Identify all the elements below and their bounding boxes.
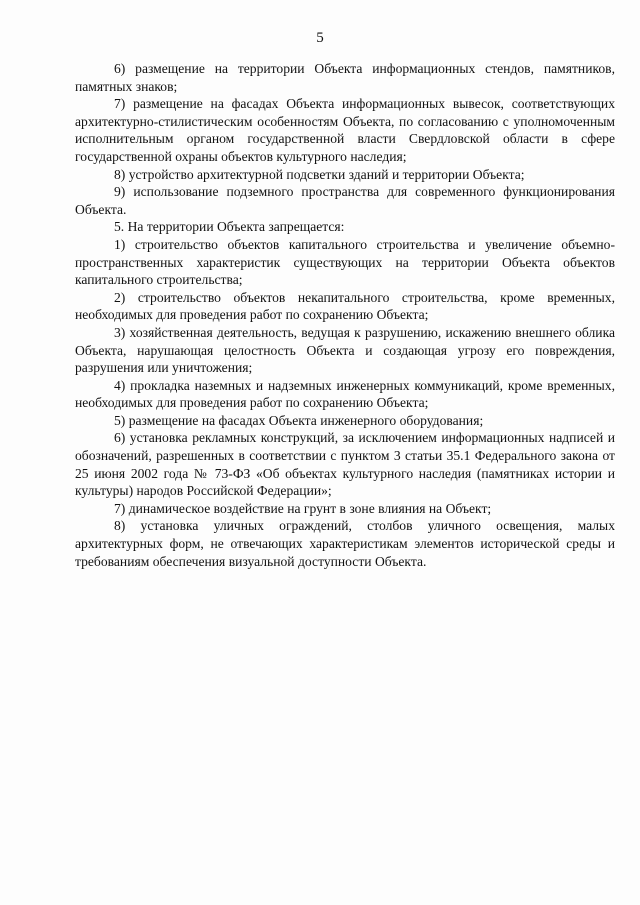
prohibition-item-8: 8) установка уличных ограждений, столбов уличного освещения, малых архитектурных форм, не отвечающих характеристикам элементов исторической среды и требованиям обеспечения визуальной доступности Объекта. bbox=[75, 518, 615, 569]
prohibition-item-7: 7) динамическое воздействие на грунт в зоне влияния на Объект; bbox=[114, 500, 492, 516]
section-5-heading: 5. На территории Объекта запрещается: bbox=[114, 219, 345, 235]
prohibition-item-4: 4) прокладка наземных и надземных инженерных коммуникаций, кроме временных, необходимых для проведения работ по сохранению Объекта; bbox=[75, 377, 615, 411]
prohibition-item-2: 2) строительство объектов некапитального строительства, кроме временных, необходимых для проведения работ по сохранению Объекта; bbox=[75, 289, 615, 323]
paragraph-item-6: 6) размещение на территории Объекта информационных стендов, памятников, памятных знаков; bbox=[75, 61, 615, 94]
paragraph-item-7: 7) размещение на фасадах Объекта информационных вывесок, соответствующих архитектурно-стилистическим особенностям Объекта, по согласованию с уполномоченным исполнительным органом государственной власти Свердловской области в сфере государственной охраны объектов культурного наследия; bbox=[75, 96, 615, 164]
prohibition-item-6: 6) установка рекламных конструкций, за исключением информационных надписей и обозначений, разрешенных в соответствии с пунктом 3 статьи 35.1 Федерального закона от 25 июня 2002 года № 73-ФЗ «Об объектах культурного наследия (памятниках истории и культуры) народов Российской Федерации»; bbox=[75, 430, 615, 499]
prohibition-item-1: 1) строительство объектов капитального строительства и увеличение объемно-пространственных характеристик существующих на территории Объекта объектов капитального строительства; bbox=[75, 236, 615, 288]
document-body bbox=[75, 60, 615, 570]
page-number: 5 bbox=[316, 30, 324, 46]
paragraph-item-9: 9) использование подземного пространства для современного функционирования Объекта. bbox=[75, 184, 615, 217]
prohibition-item-5: 5) размещение на фасадах Объекта инженерного оборудования; bbox=[114, 412, 484, 428]
prohibition-item-3: 3) хозяйственная деятельность, ведущая к разрушению, искажению внешнего облика Объекта, нарушающая целостность Объекта и создающая угрозу его повреждения, разрушения или уничтожения; bbox=[75, 324, 615, 376]
paragraph-item-8: 8) устройство архитектурной подсветки зданий и территории Объекта; bbox=[114, 166, 525, 182]
